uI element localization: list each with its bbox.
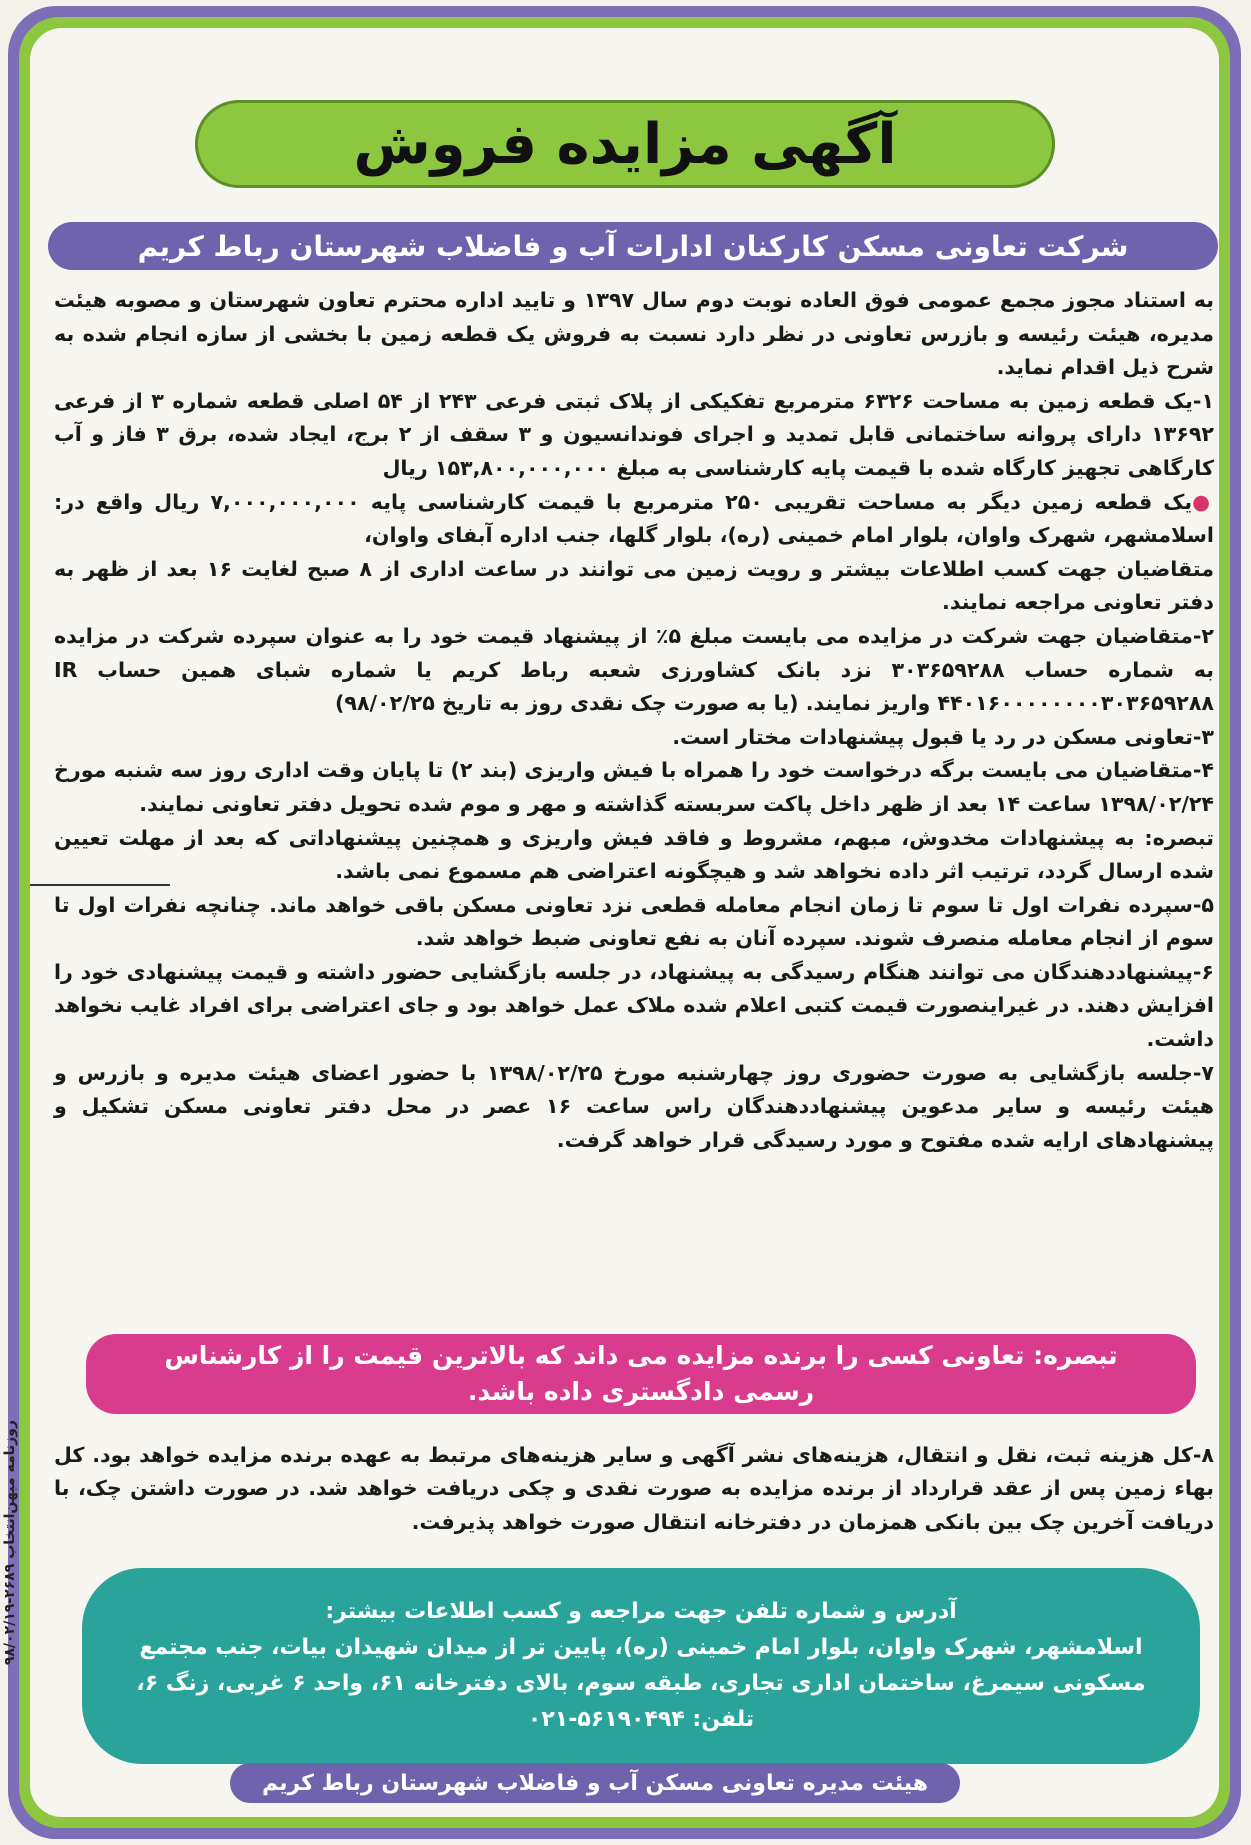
ad-body-cont [54,1418,1214,1560]
phone-number: تلفن: ۵۶۱۹۰۴۹۴-۰۲۱ [527,1707,755,1732]
item-2: ۲-متقاضیان جهت شرکت در مزایده می بایست مبلغ ۵٪ از پیشنهاد قیمت خود را به عنوان سپرده شرکت در مزایده به شماره حساب ۳۰۳۶۵۹۲۸۸ نزد بانک کشاورزی شعبه رباط کریم یا شماره شبای همین حساب IR ۴۴۰۱۶۰۰۰۰۰۰۰۰۳۰۳۶۵۹۲۸۸ واریز نمایند. (یا به صورت چک نقدی روز به تاریخ ۹۸/۰۲/۲۵) [54,623,1214,716]
item-1: ۱-یک قطعه زمین به مساحت ۶۳۲۶ مترمربع تفکیکی از پلاک ثبتی فرعی ۲۴۳ از ۵۴ اصلی قطعه شماره ۳ از فرعی ۱۳۶۹۲ دارای پروانه ساختمانی قابل تمدید و اجرای فوندانسیون و ۳ سقف از ۲ برج، ایجاد شده، برق ۳ فاز و آب کارگاهی تجهیز کارگاه شده با قیمت پایه کارشناسی به مبلغ ۱۵۳,۸۰۰,۰۰۰,۰۰۰ ریال [54,388,1215,480]
item-3: ۳-تعاونی مسکن در رد یا قبول پیشنهادات مختار است. [672,724,1214,749]
item-1b [54,486,1214,553]
note-highlight-box [86,1334,1196,1414]
note-1: تبصره: به پیشنهادات مخدوش، مبهم، مشروط و فاقد فیش واریزی و همچنین پیشنهاداتی که بعد از مهلت تعیین شده ارسال گردد، ترتیب اثر داده نخواهد شد و هیچگونه اعتراضی هم مسموع نمی باشد. [54,825,1214,884]
address-line-1: اسلامشهر، شهرک واوان، بلوار امام خمینی (ره)، پایین تر از میدان شهیدان بیات، جنب مجتمع [139,1635,1143,1660]
green-border [19,17,1230,1828]
item-6: ۶-پیشنهاددهندگان می توانند هنگام رسیدگی به پیشنهاد، در جلسه بازگشایی حضور داشته و قیمت پیشنهادی خود را افزایش دهند. در غیراینصورت قیمت کتبی اعلام شده ملاک عمل خواهد بود و جای اعتراضی برای افراد غایب نخواهد داشت. [54,959,1214,1052]
newspaper-side-label [0,1420,30,1820]
item-4: ۴-متقاضیان می بایست برگه درخواست خود را همراه با فیش واریزی (بند ۲) تا پایان وقت اداری روز سه شنبه مورخ ۱۳۹۸/۰۲/۲۴ ساعت ۱۴ بعد از ظهر داخل پاکت سربسته گذاشته و مهر و موم شده تحویل دفتر تعاونی نمایند. [54,758,1214,816]
footer-signature: هیئت مدیره تعاونی مسکن آب و فاضلاب شهرستان رباط کریم [261,1770,928,1796]
subtitle-banner [48,222,1218,270]
bullet-icon: ● [1192,489,1214,514]
item-7: ۷-جلسه بازگشایی به صورت حضوری روز چهارشنبه مورخ ۱۳۹۸/۰۲/۲۵ با حضور اعضای هیئت مدیره و بازرس و هیئت رئیسه و سایر مدعوین پیشنهاددهندگان راس ساعت ۱۶ عصر در محل دفتر تعاونی مسکن تشکیل و پیشنهادهای ارایه شده مفتوح و مورد رسیدگی قرار خواهد گرفت. [54,1060,1214,1152]
address-heading: آدرس و شماره تلفن جهت مراجعه و کسب اطلاعات بیشتر: [325,1599,957,1624]
item-8: ۸-کل هزینه ثبت، نقل و انتقال، هزینه‌های نشر آگهی و سایر هزینه‌های مرتبط به عهده برنده مزایده خواهد بود. کل بهاء زمین پس از عقد قرارداد از برنده مزایده به صورت نقدی و چکی دریافت خواهد شد. در صورت داشتن چک، با دریافت آخرین چک بین بانکی همزمان در دفترخانه انتقال صورت خواهد پذیرفت. [54,1442,1214,1534]
title-banner [195,100,1055,188]
ad-paper [30,28,1219,1817]
note-highlight-text: تبصره: تعاونی کسی را برنده مزایده می داند که بالاترین قیمت را از کارشناس رسمی دادگستری داده باشد. [164,1341,1118,1406]
ad-body [54,284,1214,1157]
newspaper-issue-label: روزنامه میهن‌انتخاب ۲۶۸۹-۹۸/۰۲/۱۹ [2,1420,18,1666]
item-5: ۵-سپرده نفرات اول تا سوم تا زمان انجام معامله قطعی نزد تعاونی مسکن باقی خواهد ماند. چنانچه نفرات اول تا سوم از انجام معامله منصرف شوند. سپرده آنان به نفع تعاونی ضبط خواهد شد. [54,892,1214,951]
address-box [82,1568,1200,1764]
divider-line [30,884,170,886]
visit-paragraph: متقاضیان جهت کسب اطلاعات بیشتر و رویت زمین می توانند در ساعت اداری از ۸ صبح لغایت ۱۶ بعد از ظهر به دفتر تعاونی مراجعه نمایند. [54,556,1214,615]
page-title: آگهی مزایده فروش [353,111,897,177]
item-1b-text: یک قطعه زمین دیگر به مساحت تقریبی ۲۵۰ مترمربع با قیمت کارشناسی پایه ۷,۰۰۰,۰۰۰,۰۰۰ ریال واقع در: اسلامشهر، شهرک واوان، بلوار امام خمینی (ره)، بلوار گلها، جنب اداره آبفای واوان، [54,489,1214,548]
company-name: شرکت تعاونی مسکن کارکنان ادارات آب و فاضلاب شهرستان رباط کریم [137,229,1129,263]
intro-paragraph: به استناد مجوز مجمع عمومی فوق العاده نوبت دوم سال ۱۳۹۷ و تایید اداره محترم تعاون شهرستان و مصوبه هیئت مدیره، هیئت رئیسه و بازرس تعاونی در نظر دارد نسبت به فروش یک قطعه زمین با بخشی از سازه انجام شده به شرح ذیل اقدام نماید. [54,288,1214,380]
address-line-2: مسکونی سیمرغ، ساختمان اداری تجاری، طبقه سوم، بالای دفترخانه ۶۱، واحد ۶ غربی، زنگ ۶، [136,1671,1146,1696]
footer-banner [230,1763,960,1803]
outer-frame [8,6,1241,1839]
